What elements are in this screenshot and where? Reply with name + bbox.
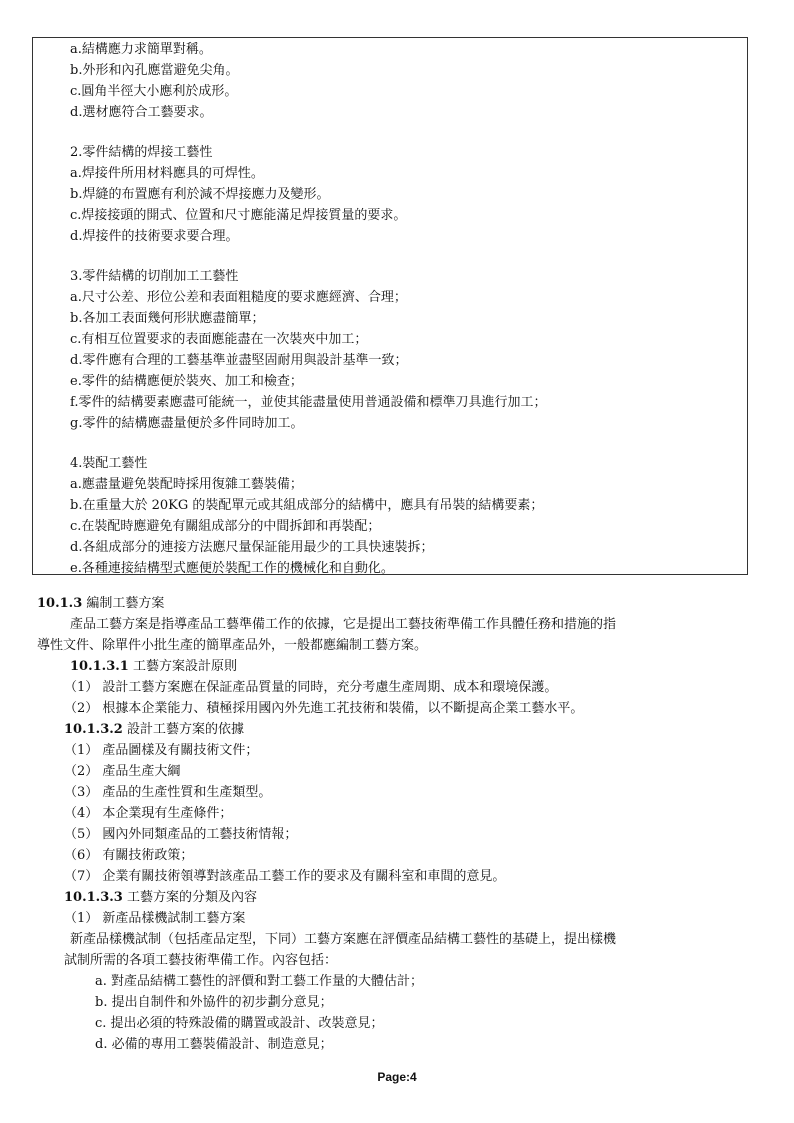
list-item: d.焊接件的技術要求要合理。: [70, 229, 239, 244]
list-item: （5） 國內外同類產品的工藝技術情報；: [64, 827, 298, 842]
list-item: e.零件的結構應便於裝夾、加工和檢查；: [70, 374, 303, 389]
list-item: e.各種連接結構型式應便於裝配工作的機械化和自動化。: [70, 561, 394, 576]
page-number: Page:4: [377, 1070, 417, 1084]
group-title: 4.裝配工藝性: [70, 456, 148, 471]
list-item: （2） 產品生產大綱: [64, 764, 181, 779]
section-number: 10.1.3: [37, 596, 83, 611]
list-item: a. 對產品結構工藝性的評價和對工藝工作量的大體估計；: [95, 974, 424, 989]
paragraph-line: 產品工藝方案是指導產品工藝準備工作的依據，它是提出工藝技術準備工作具體任務和措施的指: [70, 617, 617, 632]
subsection-title: 設計工藝方案的依據: [126, 722, 244, 737]
paragraph-line: 試制所需的各項工藝技術準備工作。內容包括：: [64, 953, 338, 968]
subsection-number: 10.1.3.2: [64, 722, 123, 737]
list-item: （4） 本企業現有生產條件；: [64, 806, 233, 821]
list-item: d. 必備的專用工藝裝備設計、制造意見；: [95, 1037, 333, 1052]
list-item: b.在重量大於 20KG 的裝配單元或其組成部分的結構中，應具有吊裝的結構要素；: [70, 498, 544, 513]
list-item: b. 提出自制件和外協件的初步劃分意見；: [95, 995, 333, 1010]
group-title: 2.零件結構的焊接工藝性: [70, 145, 213, 160]
list-item: （6） 有關技術政策；: [64, 848, 194, 863]
list-item: c.圓角半徑大小應利於成形。: [70, 84, 238, 99]
list-item: b.焊縫的布置應有利於減不焊接應力及變形。: [70, 187, 330, 202]
list-item: （1） 設計工藝方案應在保証產品質量的同時，充分考慮生產周期、成本和環境保護。: [64, 680, 558, 695]
list-item: （2） 根據本企業能力、積極採用國內外先進工芤技術和裝備，以不斷提高企業工藝水平。: [64, 701, 584, 716]
list-item: d.零件應有合理的工藝基準並盡堅固耐用與設計基準一致；: [70, 353, 408, 368]
list-item: a.應盡量避免裝配時採用復雜工藝裝備；: [70, 477, 303, 492]
section-title: 編制工藝方案: [86, 596, 165, 611]
list-item: f.零件的結構要素應盡可能統一，並使其能盡量使用普通設備和標準刀具進行加工；: [70, 395, 547, 410]
list-item: b.各加工表面幾何形狀應盡簡單；: [70, 311, 265, 326]
requirements-box: [32, 37, 748, 575]
list-item: （7） 企業有關技術領導對該產品工藝工作的要求及有關科室和車間的意見。: [64, 869, 506, 884]
paragraph-line: 新產品樣機試制（包括產品定型，下同）工藝方案應在評價產品結構工藝性的基礎上，提出樣機: [70, 932, 617, 947]
list-item: （3） 產品的生產性質和生產類型。: [64, 785, 272, 800]
list-item: c.在裝配時應避免有關組成部分的中間拆卸和再裝配；: [70, 519, 381, 534]
group-title: 3.零件結構的切削加工工藝性: [70, 269, 239, 284]
section-heading: [37, 594, 164, 614]
list-item: g.零件的結構應盡量便於多件同時加工。: [70, 416, 304, 431]
list-item: d.各組成部分的連接方法應尺量保証能用最少的工具快速裝拆；: [70, 540, 434, 555]
subsection-heading: [64, 720, 244, 740]
subsection-heading: [70, 657, 237, 677]
subsection-title: 工藝方案設計原則: [132, 659, 237, 674]
list-item: c. 提出必須的特殊設備的購置或設計、改裝意見；: [95, 1016, 384, 1031]
list-item: a.焊接件所用材料應具的可焊性。: [70, 166, 264, 181]
subsection-title: 工藝方案的分類及內容: [126, 890, 257, 905]
list-item: （1） 產品圖樣及有關技術文件；: [64, 743, 259, 758]
subsection-heading: [64, 888, 257, 908]
list-item: c.焊接接頭的開式、位置和尺寸應能滿足焊接質量的要求。: [70, 208, 407, 223]
list-item: c.有相互位置要求的表面應能盡在一次裝夾中加工；: [70, 332, 368, 347]
paragraph-line: 導性文件、除單件小批生產的簡單產品外，一般都應編制工藝方案。: [37, 638, 428, 653]
subsection-number: 10.1.3.3: [64, 890, 123, 905]
list-item: （1） 新產品樣機試制工藝方案: [64, 911, 246, 926]
list-item: d.選材應符合工藝要求。: [70, 105, 213, 120]
subsection-number: 10.1.3.1: [70, 659, 129, 674]
list-item: b.外形和內孔應當避免尖角。: [70, 63, 239, 78]
list-item: a.結構應力求簡單對稱。: [70, 42, 212, 57]
list-item: a.尺寸公差、形位公差和表面粗糙度的要求應經濟、合理；: [70, 290, 407, 305]
